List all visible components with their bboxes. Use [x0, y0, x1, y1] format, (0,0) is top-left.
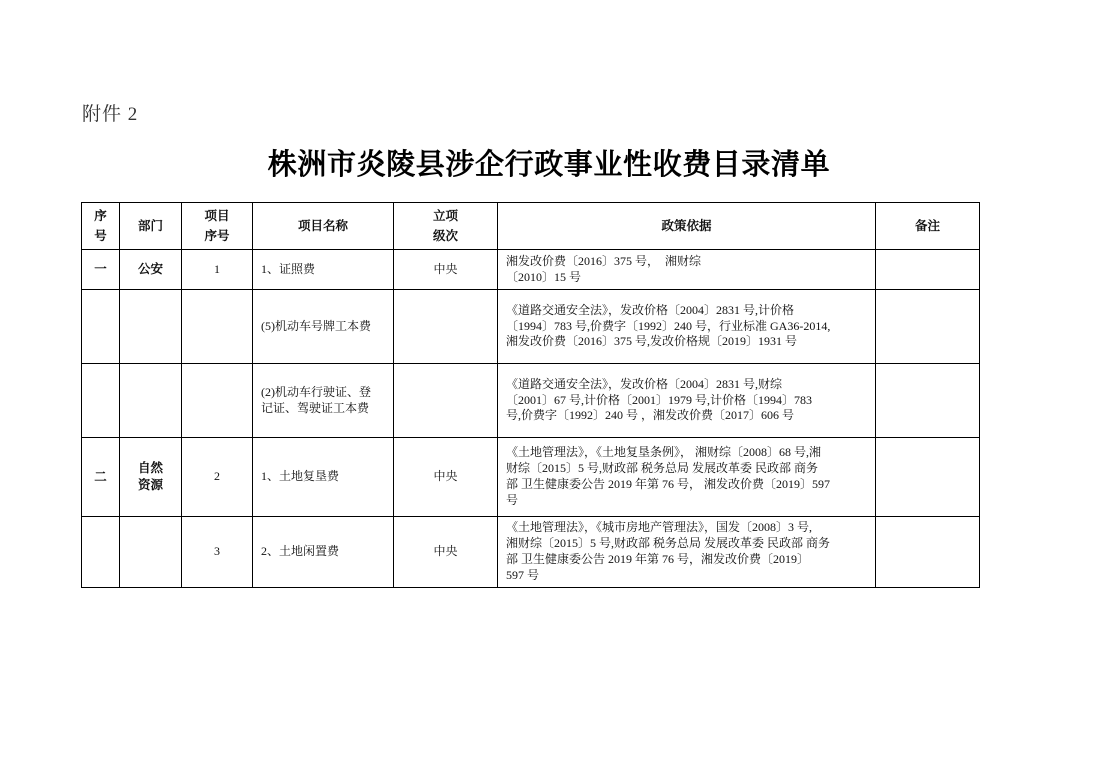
- cell-line: 〔2001〕67 号,计价格〔2001〕1979 号,计价格〔1994〕783: [506, 392, 813, 407]
- cell-line: 〔1994〕783 号,价费字〔1992〕240 号，行业标准 GA36-2014,: [506, 318, 831, 333]
- cell-line: 公安: [137, 262, 163, 276]
- cell-line: 湘发改价费〔2016〕375 号,发改价格规〔2019〕1931 号: [506, 334, 798, 349]
- cell-remark: [876, 290, 980, 364]
- cell-line: 部 卫生健康委公告 2019 年第 76 号， 湘发改价费〔2019〕597: [506, 477, 831, 491]
- cell-dept: [120, 517, 182, 588]
- header-line: 部门: [137, 219, 163, 233]
- cell-policy: [498, 290, 876, 364]
- header-item-no: [182, 203, 253, 250]
- cell-line: 财综〔2015〕5 号,财政部 税务总局 发展改革委 民政部 商务: [506, 461, 819, 476]
- header-dept: [120, 203, 182, 250]
- cell-seq: 一: [82, 250, 120, 290]
- cell-policy: [498, 364, 876, 438]
- header-line: 序号: [204, 229, 230, 243]
- cell-line: 《土地管理法》，《土地复垦条例》， 湘财综〔2008〕68 号,湘: [506, 445, 822, 460]
- cell-item-name: [253, 250, 394, 290]
- table-row: [82, 364, 980, 438]
- cell-line: 《道路交通安全法》，发改价格〔2004〕2831 号,财综: [506, 376, 783, 391]
- attachment-label: 附件 2: [82, 104, 139, 125]
- header-line: 政策依据: [661, 219, 712, 233]
- header-line: 序: [94, 209, 107, 223]
- cell-level: 中央: [394, 250, 498, 290]
- header-remark: [876, 203, 980, 250]
- table-row: [82, 438, 980, 517]
- header-line: 项目名称: [297, 219, 348, 233]
- table-row: [82, 290, 980, 364]
- cell-item-no: 1: [182, 250, 253, 290]
- cell-line: 记证、驾驶证工本费: [261, 400, 370, 415]
- cell-seq: 二: [82, 438, 120, 517]
- cell-seq: [82, 517, 120, 588]
- header-line: 项目: [204, 209, 230, 223]
- header-line: 级次: [432, 229, 458, 243]
- header-item-name: [253, 203, 394, 250]
- cell-dept: [120, 364, 182, 438]
- table-row: [82, 517, 980, 588]
- cell-line: 《土地管理法》，《城市房地产管理法》，国发〔2008〕3 号,: [506, 520, 813, 535]
- cell-line: 597 号: [506, 567, 540, 582]
- header-level: [394, 203, 498, 250]
- cell-item-name: [253, 517, 394, 588]
- cell-line: 〔2010〕15 号: [506, 269, 582, 284]
- cell-line: 1、证照费: [261, 261, 316, 276]
- cell-level: [394, 364, 498, 438]
- cell-line: 《道路交通安全法》，发改价格〔2004〕2831 号,计价格: [506, 302, 795, 317]
- cell-item-no: 2: [182, 438, 253, 517]
- cell-remark: [876, 438, 980, 517]
- cell-level: 中央: [394, 438, 498, 517]
- cell-item-no: [182, 364, 253, 438]
- cell-policy: [498, 250, 876, 290]
- cell-item-no: 3: [182, 517, 253, 588]
- cell-item-name: [253, 364, 394, 438]
- cell-item-name: [253, 290, 394, 364]
- cell-line: 2、土地闲置费: [261, 544, 340, 559]
- cell-policy: [498, 517, 876, 588]
- table-header: [82, 203, 980, 250]
- cell-item-name: [253, 438, 394, 517]
- cell-remark: [876, 517, 980, 588]
- document-title: 株洲市炎陵县涉企行政事业性收费目录清单: [267, 149, 831, 181]
- cell-level: [394, 290, 498, 364]
- cell-dept: [120, 290, 182, 364]
- cell-line: 湘财综〔2015〕5 号,财政部 税务总局 发展改革委 民政部 商务: [506, 536, 831, 551]
- cell-policy: [498, 438, 876, 517]
- cell-line: 自然: [137, 461, 163, 475]
- header-seq: [82, 203, 120, 250]
- header-line: 立项: [432, 209, 458, 223]
- header-policy: [498, 203, 876, 250]
- header-line: 号: [94, 229, 107, 243]
- cell-remark: [876, 250, 980, 290]
- cell-dept: [120, 438, 182, 517]
- cell-line: (5)机动车号牌工本费: [261, 318, 371, 333]
- table-row: [82, 250, 980, 290]
- cell-line: (2)机动车行驶证、登: [261, 384, 371, 399]
- cell-line: 部 卫生健康委公告 2019 年第 76 号，湘发改价费〔2019〕: [506, 552, 810, 566]
- cell-level: 中央: [394, 517, 498, 588]
- cell-line: 号,价费字〔1992〕240 号 ，湘发改价费〔2017〕606 号: [506, 408, 795, 423]
- fee-catalog-table: [81, 202, 980, 588]
- header-line: 备注: [914, 219, 940, 233]
- cell-dept: [120, 250, 182, 290]
- cell-line: 湘发改价费〔2016〕375 号， 湘财综: [506, 253, 702, 268]
- cell-item-no: [182, 290, 253, 364]
- cell-line: 资源: [137, 478, 163, 492]
- cell-seq: [82, 364, 120, 438]
- cell-seq: [82, 290, 120, 364]
- cell-remark: [876, 364, 980, 438]
- cell-line: 1、土地复垦费: [261, 469, 340, 484]
- cell-line: 号: [506, 492, 519, 507]
